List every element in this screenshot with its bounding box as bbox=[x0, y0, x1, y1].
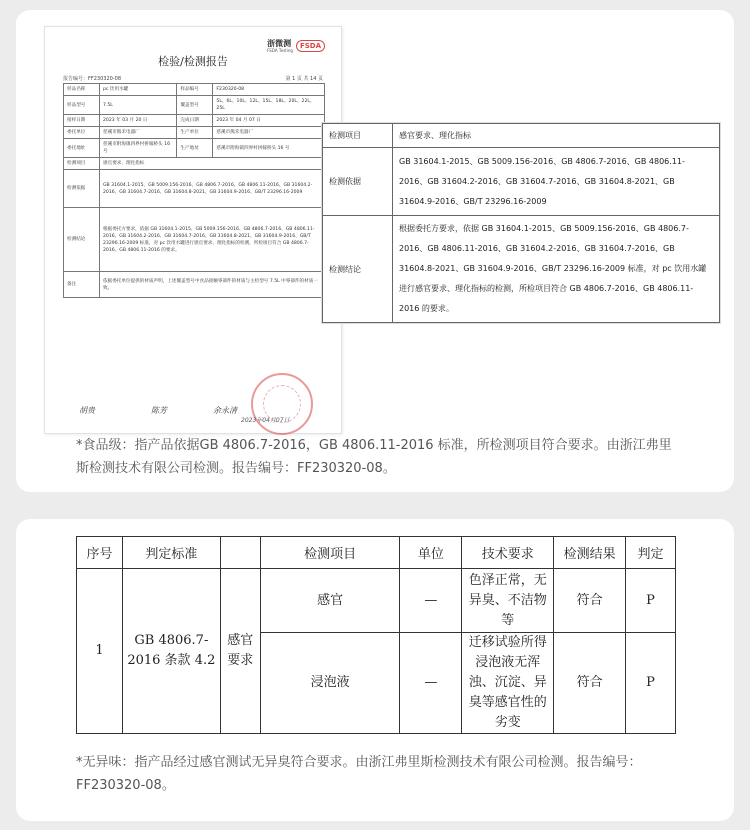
signature-2: 陈芳 bbox=[151, 406, 167, 415]
table-header-row: 序号 判定标准 检测项目 单位 技术要求 检测结果 判定 bbox=[77, 537, 676, 569]
seq-cell: 1 bbox=[77, 569, 123, 734]
zoomed-excerpt bbox=[322, 123, 720, 323]
table-row: 1 GB 4806.7-2016 条款 4.2 感官要求 感官 — 色泽正常，无异臭、不洁物等 符合 P bbox=[77, 569, 676, 633]
signature-1: 胡贵 bbox=[79, 406, 95, 415]
report-title: 检验/检测报告 bbox=[158, 55, 228, 68]
report-table bbox=[63, 83, 325, 298]
excerpt-row: 检测依据 GB 31604.1-2015、GB 5009.156-2016、GB 4806.7-2016、GB 4806.11-2016、GB 31604.2-2016、GB 31604.7-2016、GB 31604.8-2021、GB 31604.9-2016、GB/T 23296.16-2009 bbox=[323, 148, 720, 216]
report-number: 报告编号：FF230320-08 bbox=[63, 76, 122, 82]
table-row: 样品名称 pc 饮用水罐 样品编号 F230320-08 bbox=[64, 84, 325, 96]
stamp-date: 2023年04月07日 bbox=[241, 417, 290, 424]
report-sheet bbox=[44, 26, 342, 434]
table-row: 委托地址 慈溪市附海镇四界村拼嫁桥头 16 号 生产地址 慈溪市附海镇四界村拼嫁桥头 16 号 bbox=[64, 139, 325, 158]
excerpt-row: 检测结论 根据委托方要求，依据 GB 31604.1-2015、GB 5009.156-2016、GB 4806.7-2016、GB 4806.11-2016、GB 31604.2-2016、GB 31604.7-2016、GB 31604.8-2021、GB 31604.9-2016、GB/T 23296.16-2009 标准，对 pc 饮用水罐进行感官要求、理化指标的检测，所检项目符合 GB 4806.7-2016、GB 4806.11-2016 的要求。 bbox=[323, 216, 720, 323]
report-meta bbox=[63, 75, 323, 82]
report-card bbox=[16, 10, 734, 492]
no-odor-note: *无异味：指产品经过感官测试无异臭符合要求。由浙江弗里斯检测技术有限公司检测。报告编号：FF230320-08。 bbox=[76, 755, 642, 793]
food-grade-note: *食品级：指产品依据GB 4806.7-2016，GB 4806.11-2016 标准，所检测项目符合要求。由浙江弗里斯检测技术有限公司检测。报告编号：FF230320-08。 bbox=[76, 438, 672, 476]
table-row: 接样日期 2023 年 03 月 20 日 完成日期 2023 年 04 月 07 日 bbox=[64, 115, 325, 127]
logo-text: 浙微测 bbox=[267, 39, 292, 48]
table-row: 检测项目 感官要求、理化指标 bbox=[64, 158, 325, 170]
table-row: 样品型号 7.5L 覆盖型号 5L、6L、10L、12L、15L、18L、20L、22L、25L bbox=[64, 96, 325, 115]
logo-badge: FSDA bbox=[296, 40, 325, 52]
logo-subtext: FSDA Testing bbox=[267, 48, 293, 53]
category-cell: 感官要求 bbox=[220, 569, 260, 734]
standard-cell: GB 4806.7-2016 条款 4.2 bbox=[122, 569, 220, 734]
page-indicator: 第 1 页 共 14 页 bbox=[285, 76, 323, 82]
table-row: 委托单位 慈溪市熊禾电器厂 生产单位 慈溪市熊禾电器厂 bbox=[64, 127, 325, 139]
table-row: 浸泡液 — 迁移试验所得浸泡液无浑浊、沉淀、异臭等感官性的劣变 符合 P bbox=[77, 633, 676, 734]
test-result-table bbox=[76, 536, 676, 734]
test-result-card bbox=[16, 519, 734, 821]
lab-logo bbox=[267, 39, 325, 53]
table-row: 备注 依据委托单位提供的材质声明，上述覆盖型号中食品接触零部件的材质与主检型号 7.5L 中零部件的材质一致。 bbox=[64, 272, 325, 298]
table-row: 检测结论 根据委托方要求，依据 GB 31604.1-2015、GB 5009.156-2016、GB 4806.7-2016、GB 4806.11-2016、GB 31604.2-2016、GB 31604.7-2016、GB 31604.8-2021、GB 31604.9-2016、GB/T 23296.16-2009 标准，对 pc 饮用水罐进行感官要求、理化指标的检测，所检项目符合 GB 4806.7-2016、GB 4806.11-2016 的要求。 bbox=[64, 208, 325, 272]
official-stamp bbox=[251, 373, 313, 435]
signature-3: 余永清 bbox=[213, 406, 237, 415]
excerpt-row: 检测项目 感官要求、理化指标 bbox=[323, 124, 720, 148]
table-row: 检测依据 GB 31604.1-2015、GB 5009.156-2016、GB 4806.7-2016、GB 4806.11-2016、GB 31604.2-2016、GB 31604.7-2016、GB 31604.8-2021、GB 31604.9-2016、GB/T 23296.16-2009 bbox=[64, 170, 325, 208]
